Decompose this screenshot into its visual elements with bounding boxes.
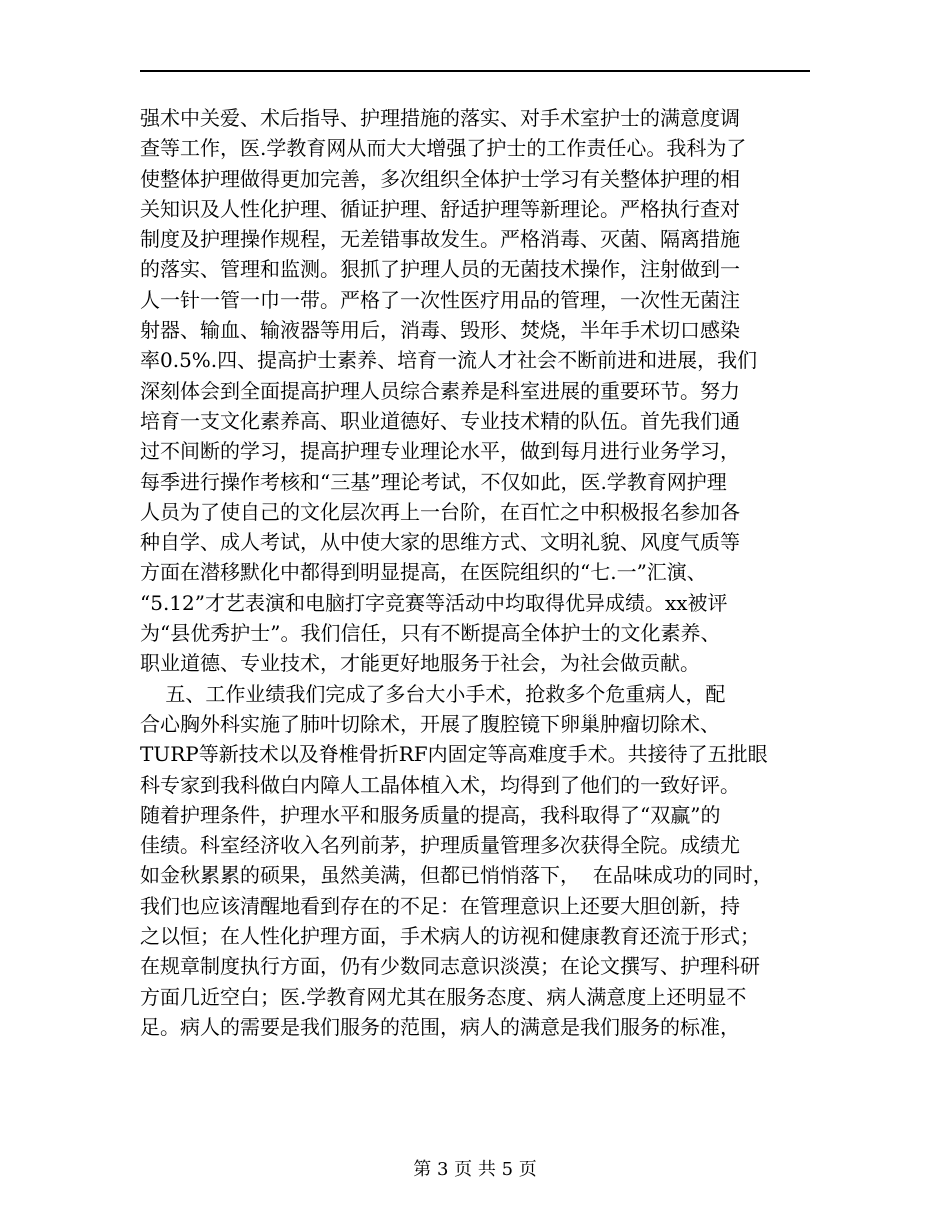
text-line: 足。病人的需要是我们服务的范围，病人的满意是我们服务的标准， bbox=[140, 1014, 740, 1039]
text-line: 强术中关爱、术后指导、护理措施的落实、对手术室护士的满意度调 bbox=[140, 106, 740, 130]
text-line: 随着护理条件，护理水平和服务质量的提高，我科取得了“双赢”的 bbox=[140, 802, 721, 827]
text-line: “5.12”才艺表演和电脑打字竞赛等活动中均取得优异成绩。xx被评 bbox=[140, 590, 728, 615]
page-footer: 第 3 页 共 5 页 bbox=[413, 1159, 537, 1180]
text-line: 使整体护理做得更加完善，多次组织全体护士学习有关整体护理的相 bbox=[140, 166, 740, 191]
text-line: 如金秋累累的硕果，虽然美满，但都已悄悄落下， 在品味成功的同时， bbox=[140, 863, 773, 888]
text-line: 人员为了使自己的文化层次再上一台阶，在百忙之中积极报名参加各 bbox=[140, 499, 740, 524]
text-line: 人一针一管一巾一带。严格了一次性医疗用品的管理，一次性无菌注 bbox=[140, 287, 740, 312]
text-line: 每季进行操作考核和“三基”理论考试，不仅如此，医.学教育网护理 bbox=[140, 469, 727, 494]
header-rule bbox=[140, 70, 810, 72]
text-line: 过不间断的学习，提高护理专业理论水平，做到每月进行业务学习， bbox=[140, 439, 740, 464]
text-line: 深刻体会到全面提高护理人员综合素养是科室进展的重要环节。努力 bbox=[140, 378, 740, 403]
text-line: 射器、输血、输液器等用后，消毒、毁形、焚烧，半年手术切口感染 bbox=[140, 318, 740, 343]
text-line: 的落实、管理和监测。狠抓了护理人员的无菌技术操作，注射做到一 bbox=[140, 257, 740, 282]
text-line: 我们也应该清醒地看到存在的不足：在管理意识上还要大胆创新，持 bbox=[140, 893, 740, 918]
text-line: 培育一支文化素养高、职业道德好、专业技术精的队伍。首先我们通 bbox=[140, 408, 740, 433]
text-line: 在规章制度执行方面，仍有少数同志意识淡漠；在论文撰写、护理科研 bbox=[140, 954, 760, 979]
text-line: 佳绩。科室经济收入名列前茅，护理质量管理多次获得全院。成绩尤 bbox=[140, 833, 740, 858]
text-line: 制度及护理操作规程，无差错事故发生。严格消毒、灭菌、隔离措施 bbox=[140, 227, 740, 252]
text-line: 查等工作，医.学教育网从而大大增强了护士的工作责任心。我科为了 bbox=[140, 136, 747, 161]
text-line: 关知识及人性化护理、循证护理、舒适护理等新理论。严格执行查对 bbox=[140, 196, 740, 221]
text-line: 种自学、成人考试，从中使大家的思维方式、文明礼貌、风度气质等 bbox=[140, 530, 740, 555]
text-line: 合心胸外科实施了肺叶切除术，开展了腹腔镜下卵巢肿瘤切除术、 bbox=[140, 711, 720, 736]
text-line: 职业道德、专业技术，才能更好地服务于社会，为社会做贡献。 bbox=[140, 651, 700, 676]
text-line: 为“县优秀护士”。我们信任，只有不断提高全体护士的文化素养、 bbox=[140, 621, 721, 646]
text-line: 率0.5%.四、提高护士素养、培育一流人才社会不断前进和进展，我们 bbox=[140, 348, 758, 373]
text-line: 五、工作业绩我们完成了多台大小手术，抢救多个危重病人，配 bbox=[140, 681, 726, 706]
body-text bbox=[140, 103, 820, 1042]
text-line: 之以恒；在人性化护理方面，手术病人的访视和健康教育还流于形式； bbox=[140, 924, 760, 949]
text-line: 方面在潜移默化中都得到明显提高，在医院组织的“七.一”汇演、 bbox=[140, 560, 707, 585]
text-line: 方面几近空白；医.学教育网尤其在服务态度、病人满意度上还明显不 bbox=[140, 984, 747, 1009]
text-line: TURP等新技术以及脊椎骨折RF内固定等高难度手术。共接待了五批眼 bbox=[140, 742, 768, 767]
text-line: 科专家到我科做白内障人工晶体植入术，均得到了他们的一致好评。 bbox=[140, 772, 740, 797]
